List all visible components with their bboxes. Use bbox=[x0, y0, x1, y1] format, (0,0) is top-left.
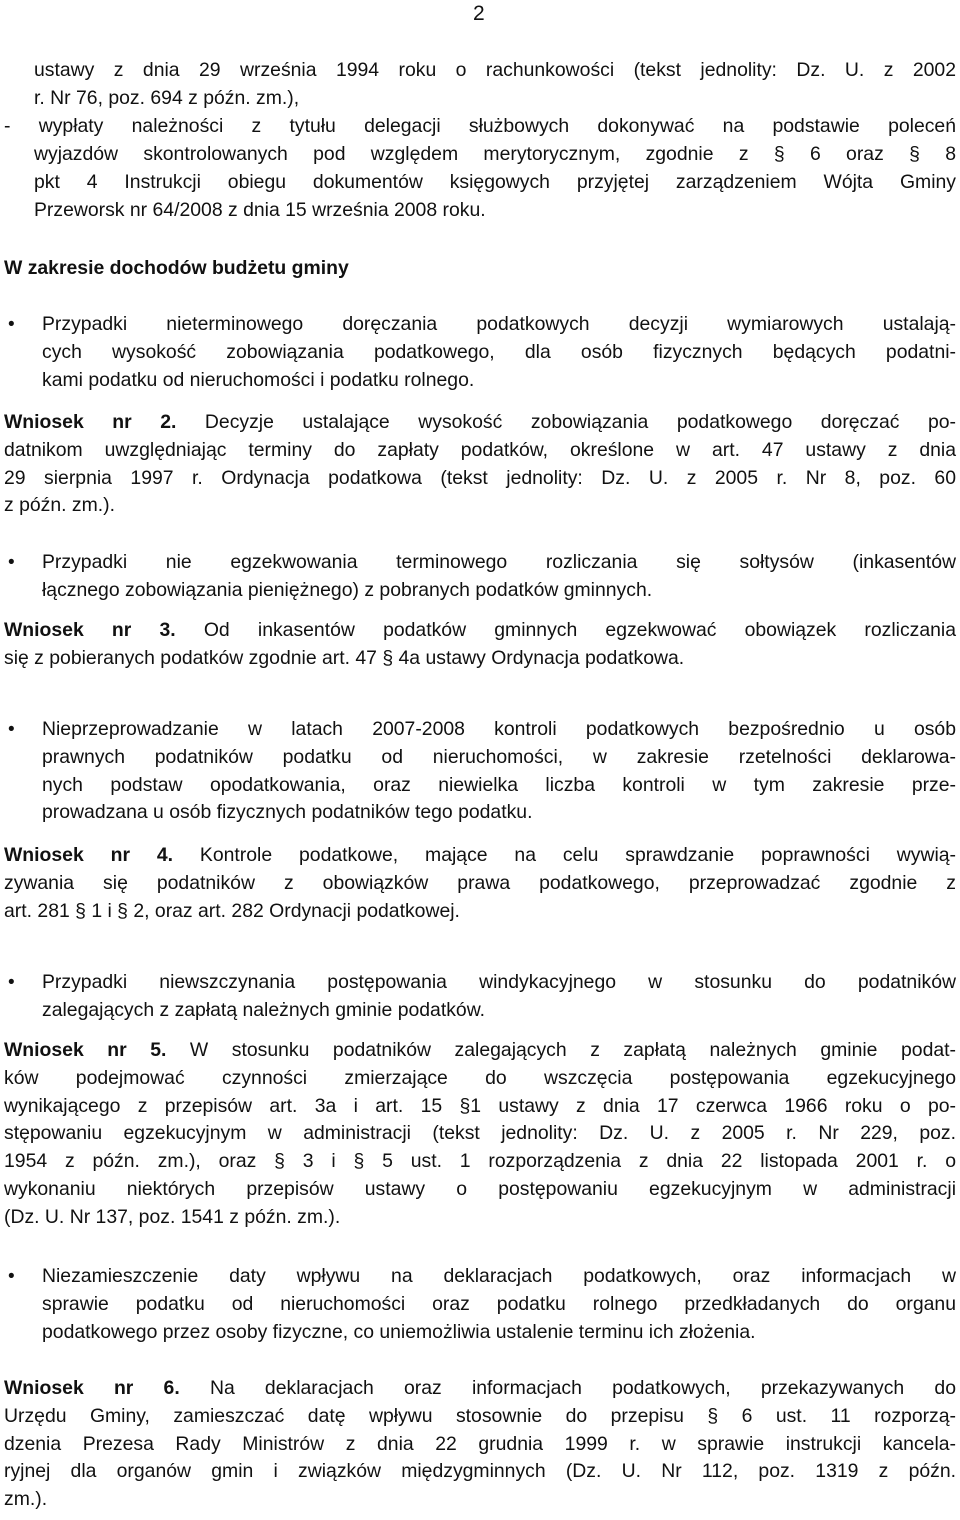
bullet-line: nych podstaw opodatkowania, oraz niewielka liczba kontroli w tym zakresie prze- bbox=[42, 773, 956, 796]
bullet-line: Przypadki niewszczynania postępowania windykacyjnego w stosunku do podatników bbox=[42, 971, 956, 993]
bullet-line: Przypadki nieterminowego doręczania podatkowych decyzji wymiarowych ustalają- bbox=[42, 313, 956, 335]
bullet-line: Nieprzeprowadzanie w latach 2007-2008 kontroli podatkowych bezpośrednio u osób bbox=[42, 718, 956, 740]
conclusion-text: Kontrole podatkowe, mające na celu sprawdzanie poprawności wywią- bbox=[199, 844, 956, 866]
intro-line: pkt 4 Instrukcji obiegu dokumentów księgowych przyjętej zarządzeniem Wójta Gminy bbox=[34, 171, 956, 193]
conclusion-line: datnikom uwzględniając terminy do zapłaty podatków, określone w art. 47 ustawy z dnia bbox=[4, 438, 956, 461]
bullet-line: kami podatku od nieruchomości i podatku rolnego. bbox=[42, 368, 475, 391]
bullet-line: prowadzana u osób fizycznych podatników tego podatku. bbox=[42, 801, 533, 824]
conclusion-label: Wniosek nr 3. bbox=[4, 619, 176, 641]
bullet-line: podatkowego przez osoby fizyczne, co uniemożliwia ustalenie terminu ich złożenia. bbox=[42, 1320, 756, 1343]
conclusion-line: zywania się podatników z obowiązków prawa podatkowego, przeprowadzać zgodnie z bbox=[4, 871, 956, 894]
conclusion-first-line bbox=[4, 1041, 956, 1060]
bullet-marker: • bbox=[8, 314, 15, 335]
conclusion-line: z późn. zm.). bbox=[4, 494, 115, 517]
bullet-line: sprawie podatku od nieruchomości oraz podatku rolnego przedkładanych do organu bbox=[42, 1292, 956, 1315]
bullet-marker: • bbox=[8, 972, 15, 993]
bullet-line: zalegających z zapłatą należnych gminie podatków. bbox=[42, 998, 486, 1021]
conclusion-line: się z pobieranych podatków zgodnie art. 47 § 4a ustawy Ordynacja podatkowa. bbox=[4, 646, 685, 669]
conclusion-text: Decyzje ustalające wysokość zobowiązania podatkowego doręczać po- bbox=[204, 411, 956, 433]
page-number: 2 bbox=[473, 2, 485, 25]
conclusion-line: stępowaniu egzekucyjnym w administracji (tekst jednolity: Dz. U. z 2005 r. Nr 229, poz. bbox=[4, 1122, 956, 1145]
conclusion-first-line bbox=[4, 621, 956, 640]
intro-line: wyjazdów skontrolowanych pod względem merytorycznym, zgodnie z § 6 oraz § 8 bbox=[34, 143, 956, 165]
conclusion-line: ryjnej dla organów gmin i związków międzygminnych (Dz. U. Nr 112, poz. 1319 z późn. bbox=[4, 1460, 956, 1483]
conclusion-text: Na deklaracjach oraz informacjach podatkowych, przekazywanych do bbox=[209, 1377, 956, 1399]
conclusion-line: Urzędu Gminy, zamieszczać datę wpływu stosownie do przepisu § 6 ust. 11 rozporzą- bbox=[4, 1404, 956, 1427]
intro-line: ustawy z dnia 29 września 1994 roku o rachunkowości (tekst jednolity: Dz. U. z 2002 bbox=[34, 59, 956, 81]
conclusion-line: art. 281 § 1 i § 2, oraz art. 282 Ordynacji podatkowej. bbox=[4, 899, 460, 922]
conclusion-label: Wniosek nr 4. bbox=[4, 844, 174, 866]
intro-line: - wypłaty należności z tytułu delegacji służbowych dokonywać na podstawie poleceń bbox=[4, 115, 956, 137]
conclusion-label: Wniosek nr 6. bbox=[4, 1377, 180, 1399]
bullet-marker: • bbox=[8, 1266, 15, 1287]
bullet-line: cych wysokość zobowiązania podatkowego, dla osób fizycznych będących podatni- bbox=[42, 340, 956, 363]
conclusion-line: wykonaniu niektórych przepisów ustawy o postępowaniu egzekucyjnym w administracji bbox=[4, 1178, 956, 1200]
conclusion-line: wynikającego z przepisów art. 3a i art. 15 §1 ustawy z dnia 17 czerwca 1966 roku o po- bbox=[4, 1094, 956, 1117]
conclusion-line: zm.). bbox=[4, 1488, 48, 1511]
conclusion-first-line bbox=[4, 1379, 956, 1398]
conclusion-first-line bbox=[4, 846, 956, 865]
conclusion-first-line bbox=[4, 413, 956, 432]
bullet-marker: • bbox=[8, 552, 15, 573]
conclusion-line: 1954 z późn. zm.), oraz § 3 i § 5 ust. 1 rozporządzenia z dnia 22 listopada 2001 r. o bbox=[4, 1150, 956, 1173]
conclusion-line: dzenia Prezesa Rady Ministrów z dnia 22 grudnia 1999 r. w sprawie instrukcji kancela- bbox=[4, 1432, 956, 1455]
conclusion-label: Wniosek nr 2. bbox=[4, 411, 177, 433]
conclusion-label: Wniosek nr 5. bbox=[4, 1039, 167, 1061]
bullet-marker: • bbox=[8, 719, 15, 740]
bullet-line: Przypadki nie egzekwowania terminowego rozliczania się sołtysów (inkasentów bbox=[42, 551, 956, 573]
section-heading: W zakresie dochodów budżetu gminy bbox=[4, 257, 349, 279]
conclusion-line: ków podejmować czynności zmierzające do wszczęcia postępowania egzekucyjnego bbox=[4, 1066, 956, 1089]
bullet-line: łącznego zobowiązania pieniężnego) z pobranych podatków gminnych. bbox=[42, 578, 653, 601]
conclusion-line: 29 sierpnia 1997 r. Ordynacja podatkowa (tekst jednolity: Dz. U. z 2005 r. Nr 8, poz. 60 bbox=[4, 466, 956, 489]
intro-line: r. Nr 76, poz. 694 z późn. zm.), bbox=[34, 87, 300, 109]
bullet-line: prawnych podatników podatku od nieruchomości, w zakresie rzetelności deklarowa- bbox=[42, 745, 956, 768]
conclusion-line: (Dz. U. Nr 137, poz. 1541 z późn. zm.). bbox=[4, 1205, 341, 1228]
intro-line: Przeworsk nr 64/2008 z dnia 15 września 2008 roku. bbox=[34, 199, 486, 221]
bullet-line: Niezamieszczenie daty wpływu na deklaracjach podatkowych, oraz informacjach w bbox=[42, 1265, 956, 1287]
conclusion-text: W stosunku podatników zalegających z zapłatą należnych gminie podat- bbox=[189, 1039, 956, 1061]
conclusion-text: Od inkasentów podatków gminnych egzekwować obowiązek rozliczania bbox=[203, 619, 957, 641]
